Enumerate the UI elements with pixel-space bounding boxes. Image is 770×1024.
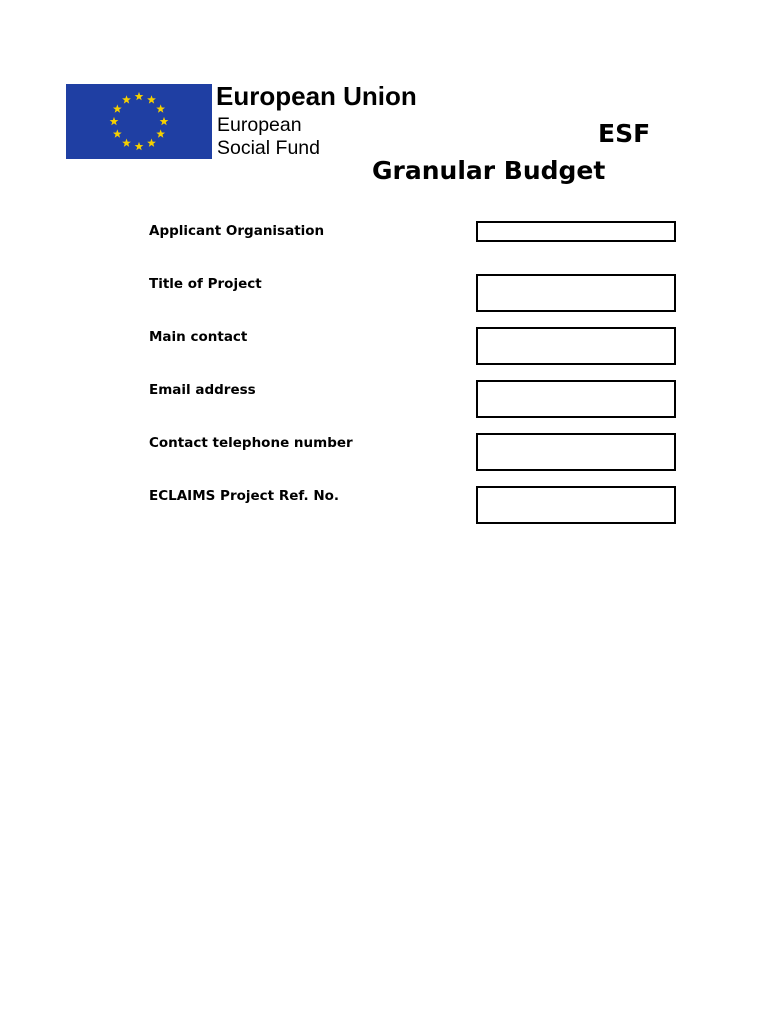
star-icon <box>147 95 156 103</box>
star-icon <box>113 129 122 137</box>
input-eclaims-ref[interactable] <box>476 486 676 524</box>
star-icon <box>135 92 144 100</box>
star-icon <box>160 117 169 125</box>
input-applicant-organisation[interactable] <box>476 221 676 242</box>
label-title-of-project: Title of Project <box>149 276 262 292</box>
label-main-contact: Main contact <box>149 329 248 345</box>
input-email-address[interactable] <box>476 380 676 418</box>
input-contact-telephone[interactable] <box>476 433 676 471</box>
label-contact-telephone: Contact telephone number <box>149 435 353 451</box>
logo-line-social-fund: Social Fund <box>217 137 320 159</box>
star-icon <box>110 117 119 125</box>
input-main-contact[interactable] <box>476 327 676 365</box>
logo-line-european: European <box>217 114 302 136</box>
star-icon <box>135 142 144 150</box>
document-title: ESF <box>598 119 651 148</box>
input-title-of-project[interactable] <box>476 274 676 312</box>
label-applicant-organisation: Applicant Organisation <box>149 223 325 239</box>
star-icon <box>147 139 156 147</box>
eu-stars <box>66 84 212 159</box>
star-icon <box>122 139 131 147</box>
eu-flag-icon <box>66 84 212 159</box>
star-icon <box>122 95 131 103</box>
document-subtitle: Granular Budget <box>372 156 606 185</box>
star-icon <box>156 129 165 137</box>
label-eclaims-ref: ECLAIMS Project Ref. No. <box>149 488 340 504</box>
logo-title: European Union <box>216 81 417 111</box>
star-icon <box>156 104 165 112</box>
star-icon <box>113 104 122 112</box>
label-email-address: Email address <box>149 382 256 398</box>
